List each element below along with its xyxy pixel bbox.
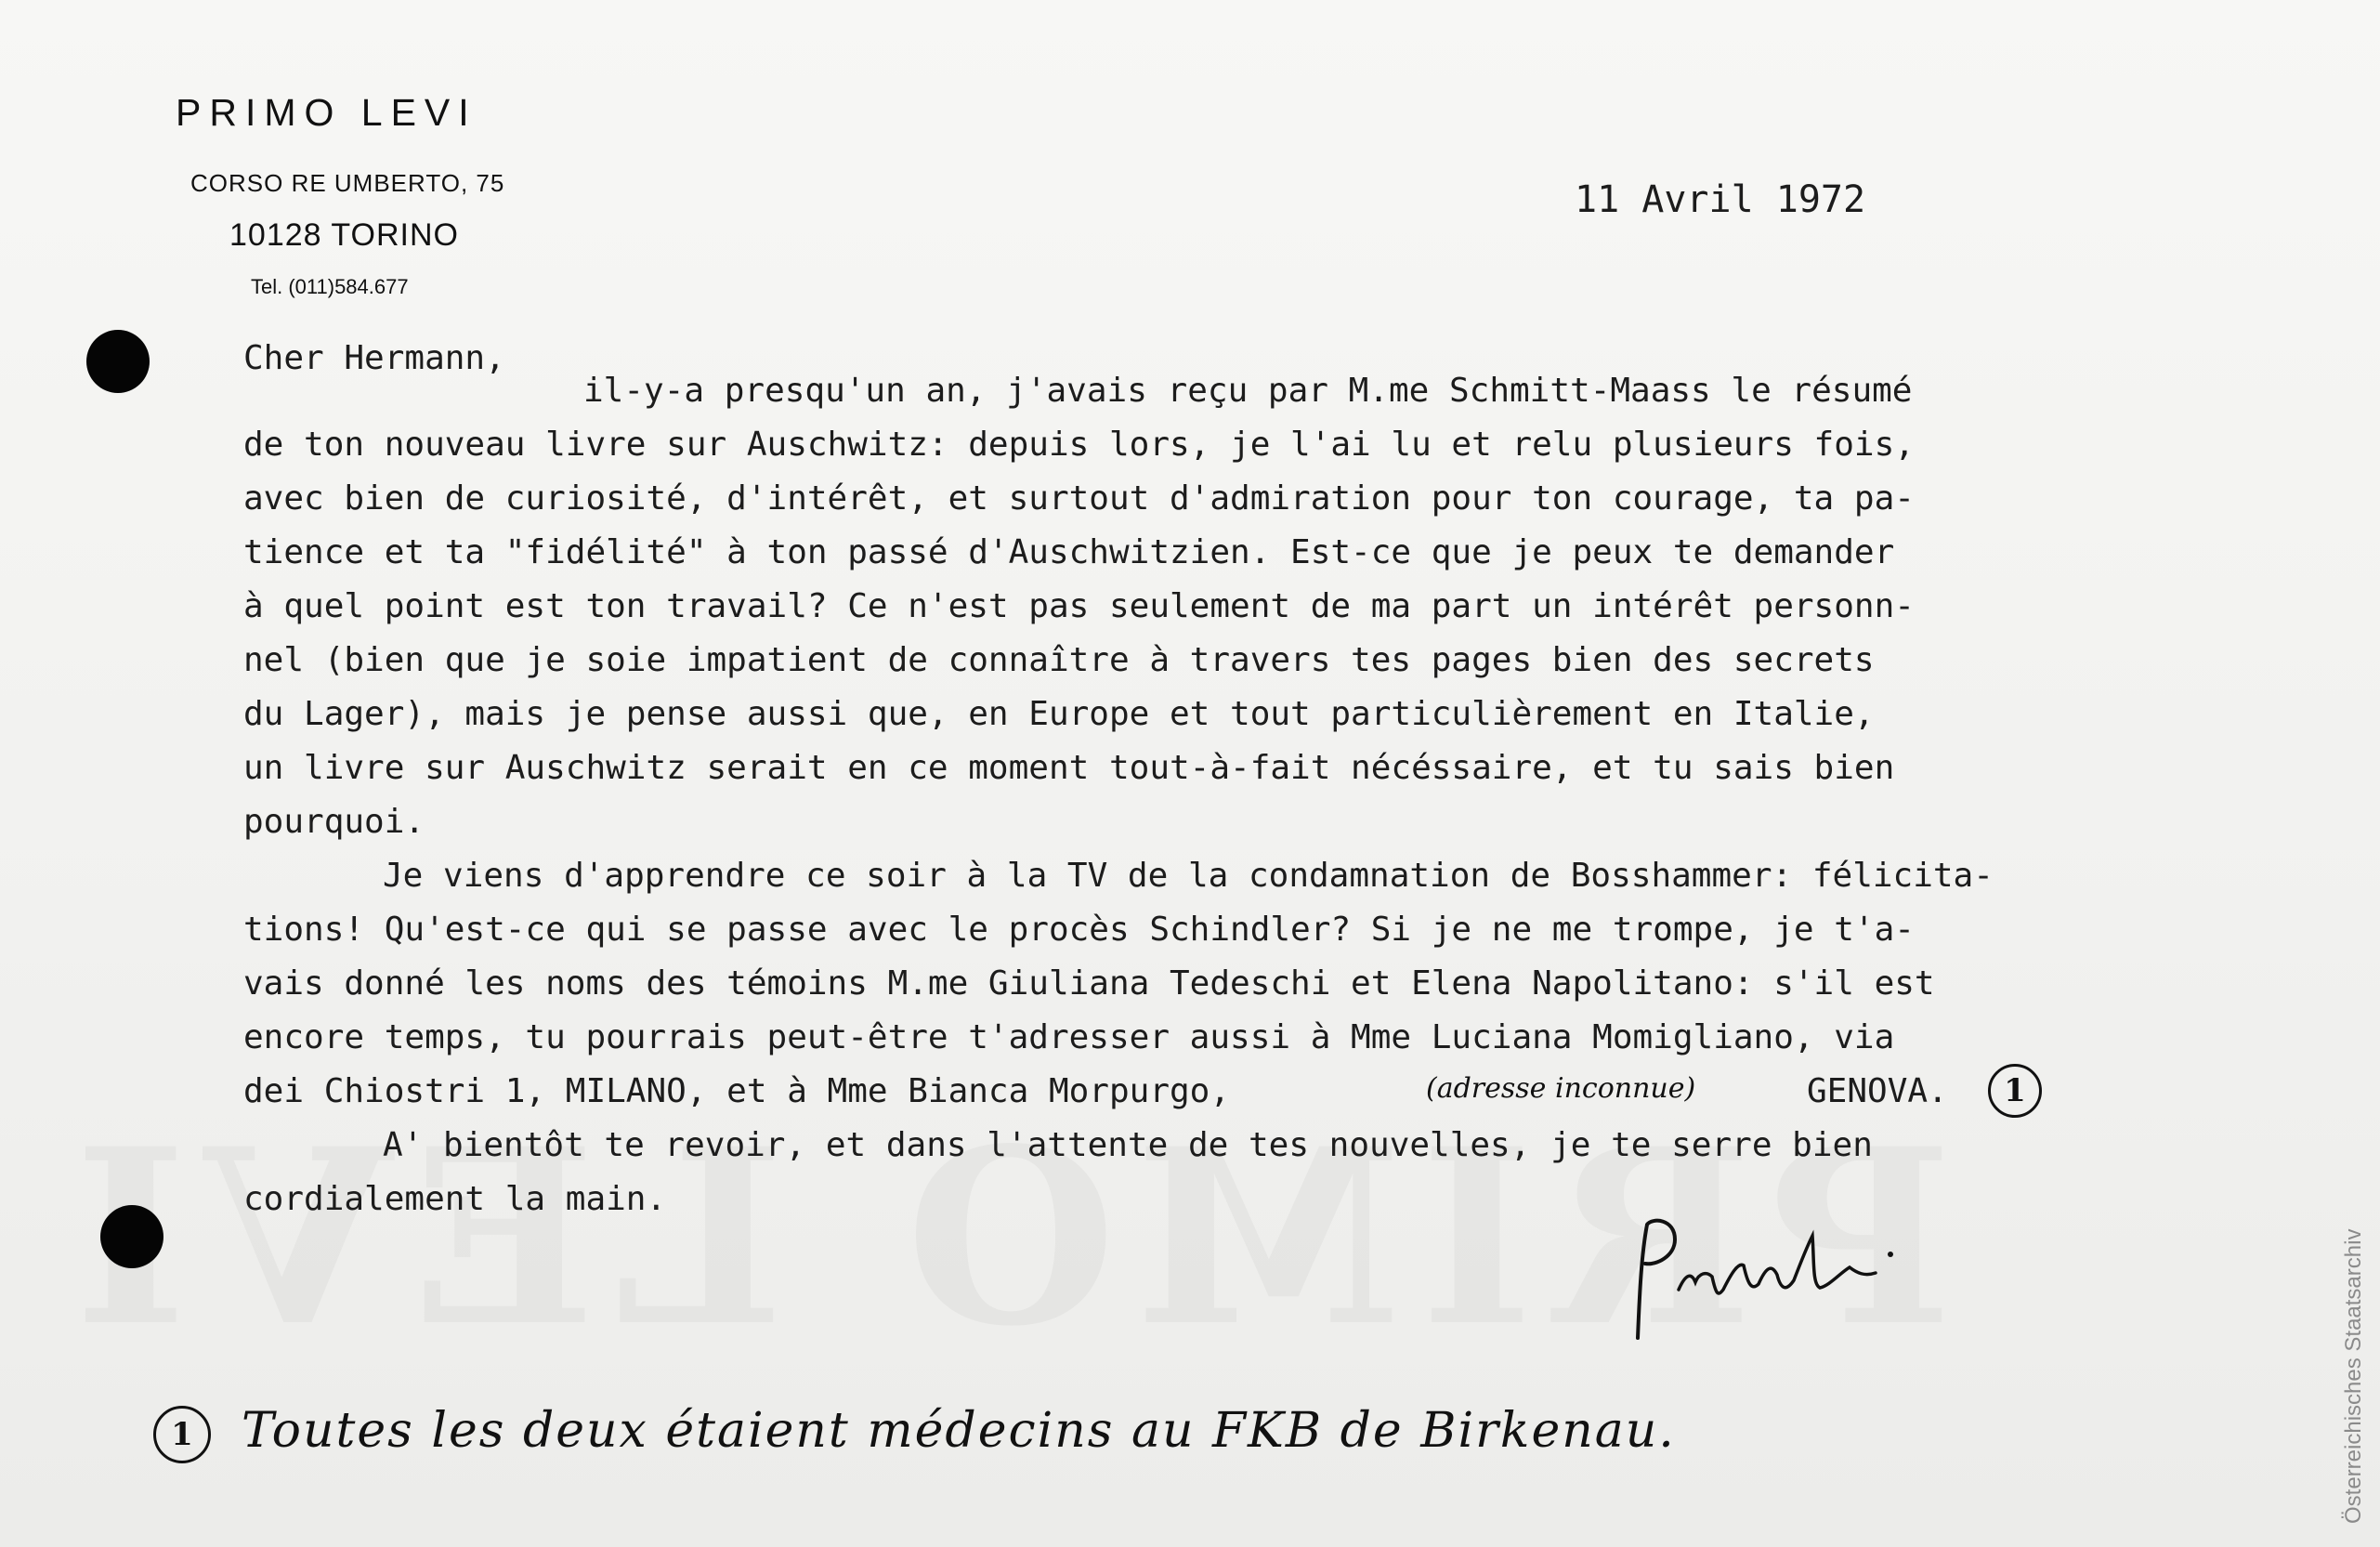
body-line: nel (bien que je soie impatient de connaître à travers tes pages bien des secrets	[243, 641, 1875, 679]
punch-hole-top	[86, 330, 150, 393]
archive-stamp: Österreichisches Staatsarchiv	[2341, 1228, 2366, 1524]
footnote-marker-inline: 1	[1988, 1064, 2042, 1118]
body-line: un livre sur Auschwitz serait en ce moment tout-à-fait nécéssaire, et tu sais bien	[243, 749, 1895, 787]
body-line: Je viens d'apprendre ce soir à la TV de la condamnation de Bosshammer: félicita-	[383, 857, 1994, 895]
body-line: à quel point est ton travail? Ce n'est pas seulement de ma part un intérêt personn-	[243, 587, 1915, 625]
footnote-marker: 1	[153, 1406, 211, 1463]
handwritten-footnote: Toutes les deux étaient médecins au FKB de Birkenau.	[242, 1403, 1676, 1459]
body-line: de ton nouveau livre sur Auschwitz: depuis lors, je l'ai lu et relu plusieurs fois,	[243, 426, 1915, 464]
letter-date: 11 Avril 1972	[1575, 178, 1866, 221]
letterhead-name: PRIMO LEVI	[176, 91, 477, 134]
signature	[1621, 1208, 1909, 1347]
body-line: tience et ta "fidélité" à ton passé d'Auschwitzien. Est-ce que je peux te demander	[243, 533, 1895, 571]
salutation: Cher Hermann,	[243, 339, 505, 377]
body-line: il-y-a presqu'un an, j'avais reçu par M.me Schmitt-Maass le résumé	[583, 372, 1913, 410]
genova-text: GENOVA.	[1807, 1072, 1948, 1110]
punch-hole-bottom	[100, 1205, 163, 1268]
body-line: dei Chiostri 1, MILANO, et à Mme Bianca Morpurgo,	[243, 1072, 1231, 1110]
letterhead-city: 10128 TORINO	[229, 217, 459, 253]
letterhead-telephone: Tel. (011)584.677	[251, 275, 409, 298]
body-line: avec bien de curiosité, d'intérêt, et surtout d'admiration pour ton courage, ta pa-	[243, 479, 1915, 518]
body-line: vais donné les noms des témoins M.me Giuliana Tedeschi et Elena Napolitano: s'il est	[243, 964, 1935, 1003]
letterhead-street: CORSO RE UMBERTO, 75	[190, 169, 505, 197]
body-line: du Lager), mais je pense aussi que, en Europe et tout particulièrement en Italie,	[243, 695, 1875, 733]
body-line: pourquoi.	[243, 803, 425, 841]
handwritten-address-note: (adresse inconnue)	[1426, 1072, 1696, 1105]
body-line: tions! Qu'est-ce qui se passe avec le procès Schindler? Si je ne me trompe, je t'a-	[243, 911, 1915, 949]
body-line: A' bientôt te revoir, et dans l'attente de tes nouvelles, je te serre bien	[383, 1126, 1873, 1164]
body-line: encore temps, tu pourrais peut-être t'adresser aussi à Mme Luciana Momigliano, via	[243, 1018, 1895, 1056]
body-line: cordialement la main.	[243, 1180, 667, 1218]
